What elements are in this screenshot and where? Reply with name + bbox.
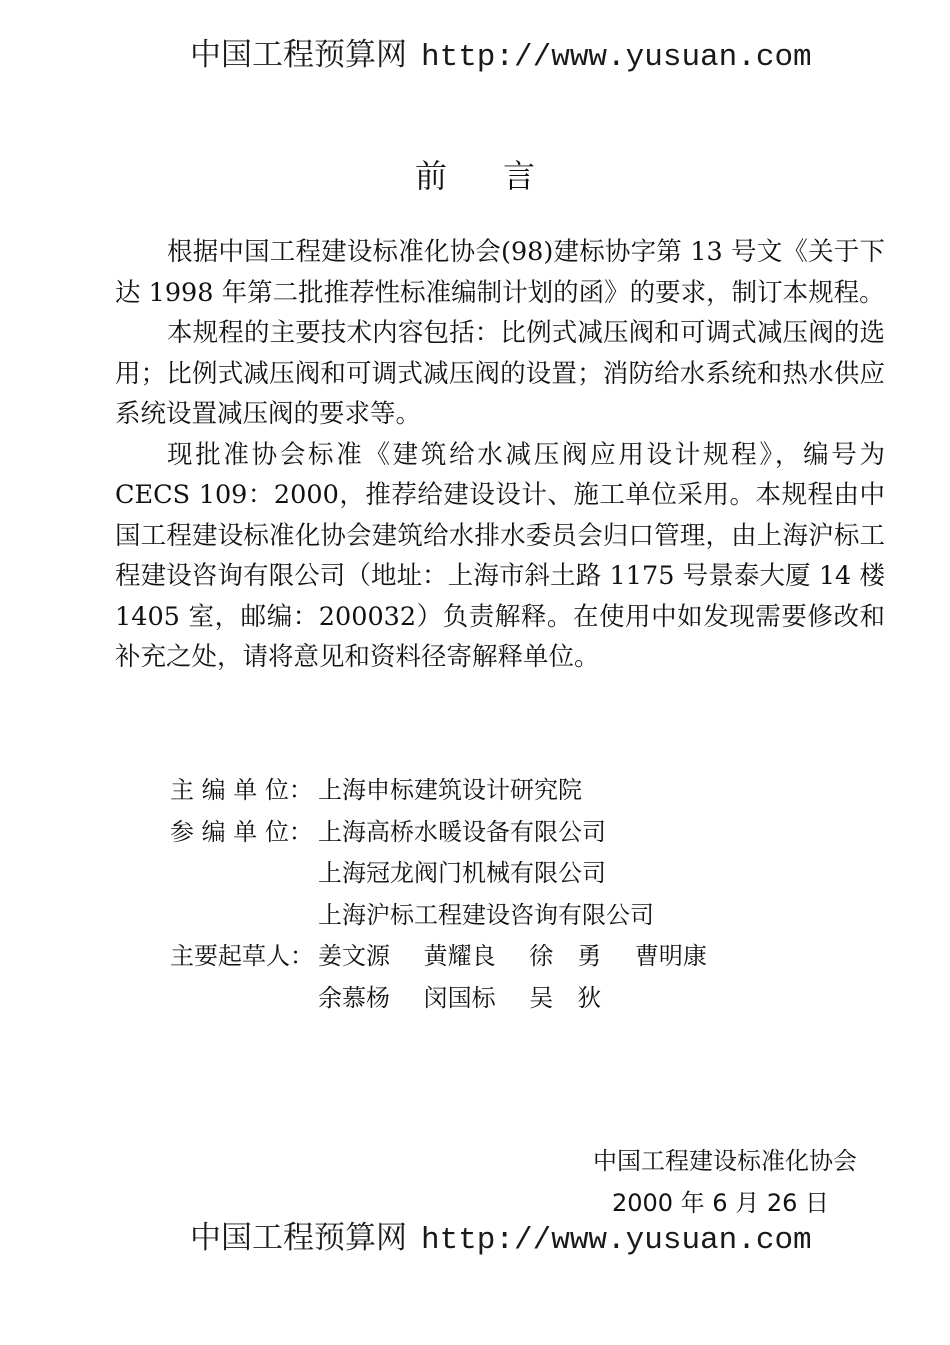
chief-editor-unit: 上海申标建筑设计研究院 — [318, 776, 582, 804]
issue-date: 2000 年 6 月 26 日 — [611, 1189, 829, 1217]
drafters-label: 主要起草人： — [170, 942, 314, 970]
participant-label: 参 编 单 位： — [170, 817, 313, 846]
watermark-site-name: 中国工程预算网 — [190, 1220, 407, 1256]
drafter-name: 曹明康 — [634, 942, 707, 970]
drafter-names — [318, 936, 707, 978]
paragraph-content: 本规程的主要技术内容包括：比例式减压阀和可调式减压阀的选用；比例式减压阀和可调式减压阀的设置；消防给水系统和热水供应系统设置减压阀的要求等。 — [115, 318, 885, 429]
drafter-name: 姜文源 — [318, 942, 390, 970]
issuing-organization: 中国工程建设标准化协会 — [593, 1147, 857, 1175]
participant-unit: 上海冠龙阀门机械有限公司 — [318, 859, 606, 887]
credits-block — [170, 770, 707, 1019]
signature-block — [593, 1140, 857, 1224]
drafter-names — [318, 978, 601, 1020]
watermark-url: http://www.yusuan.com — [421, 40, 812, 75]
drafter-name: 闵国标 — [423, 983, 496, 1012]
drafter-name: 吴 狄 — [529, 983, 602, 1012]
paragraph-approval: 现批准协会标准《建筑给水减压阀应用设计规程》，编号为 CECS 109：2000，推荐给建设设计、施工单位采用。本规程由中国工程建设标准化协会建筑给水排水委员会归口管理，由上海沪标工程建设咨询有限公司（地址：上海市斜土路 1175 号景泰大厦 14 楼 1405 室，邮编：200032）负责解释。在使用中如发现需要修改和补充之处，请将意见和资料径寄解释单位。 — [115, 439, 885, 672]
drafter-name: 余慕杨 — [318, 983, 390, 1012]
preface-body — [115, 232, 885, 678]
participant-row — [170, 853, 707, 895]
participant-row — [170, 812, 707, 854]
participant-unit: 上海高桥水暖设备有限公司 — [318, 817, 606, 846]
watermark-footer — [190, 1218, 812, 1261]
drafter-name: 黄耀良 — [423, 942, 496, 970]
paragraph-origin: 根据中国工程建设标准化协会(98)建标协字第 13 号文《关于下达 1998 年第二批推荐性标准编制计划的函》的要求，制订本规程。 — [115, 237, 885, 308]
watermark-header — [190, 35, 812, 78]
drafters-row — [170, 978, 707, 1020]
drafters-row — [170, 936, 707, 978]
chief-editor-label: 主 编 单 位： — [170, 776, 313, 804]
watermark-url: http://www.yusuan.com — [421, 1223, 812, 1258]
watermark-site-name: 中国工程预算网 — [190, 37, 407, 73]
chief-editor-row — [170, 770, 707, 812]
participant-row — [170, 895, 707, 937]
participant-unit: 上海沪标工程建设咨询有限公司 — [318, 900, 654, 929]
drafter-name: 徐 勇 — [529, 942, 602, 970]
page-title: 前言 — [414, 157, 591, 195]
